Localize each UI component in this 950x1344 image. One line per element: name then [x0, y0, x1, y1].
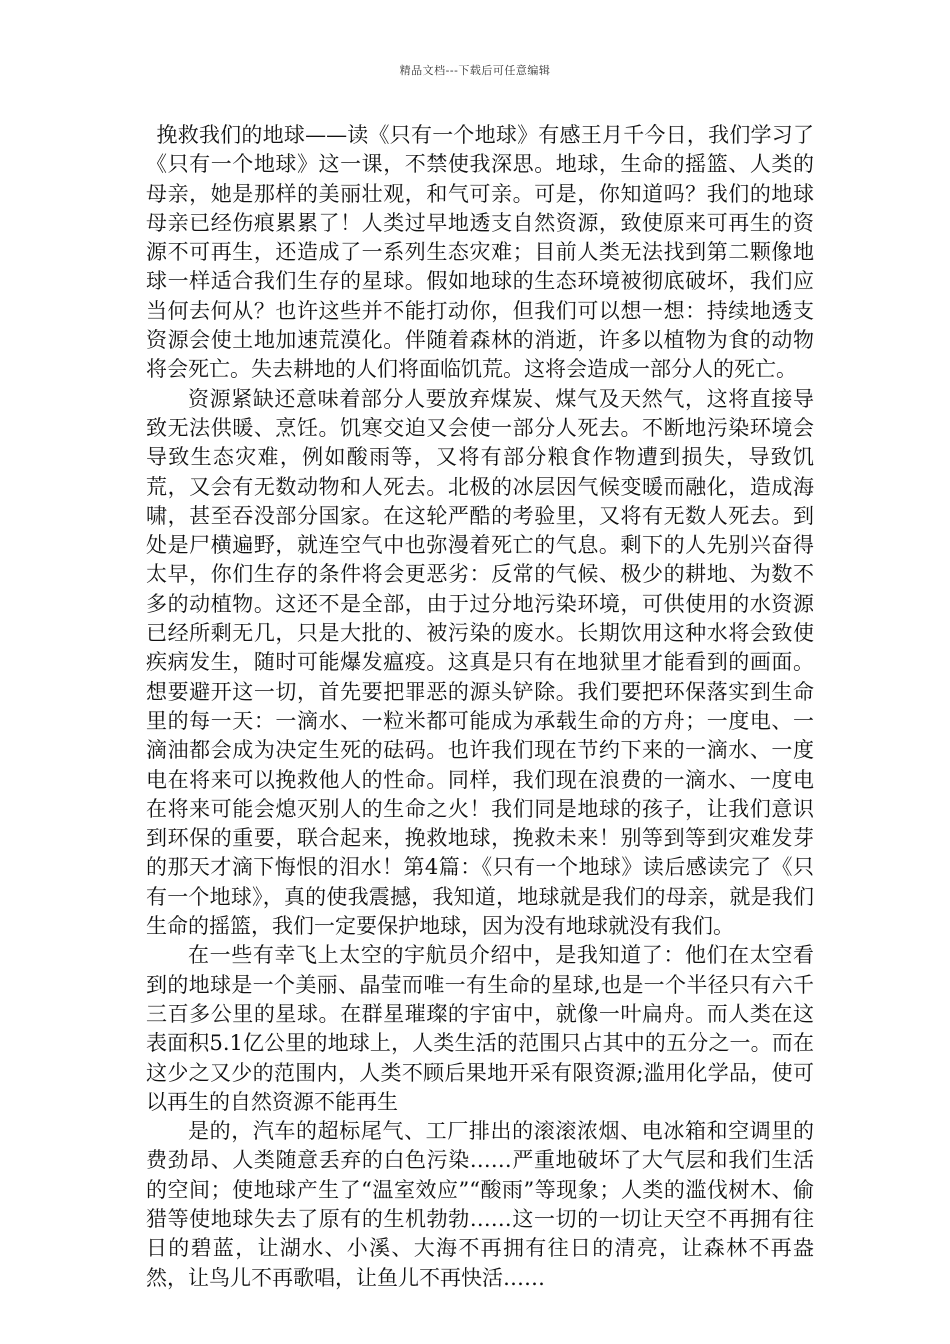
- paragraph-3: 在一些有幸飞上太空的宇航员介绍中，是我知道了：他们在太空看到的地球是一个美丽、晶莹而唯一有生命的星球,也是一个半径只有六千三百多公里的星球。在群星璀璨的宇宙中，就像一叶扁舟。而人类在这表面积5.1亿公里的地球上，人类生活的范围只占其中的五分之一。而在这少之又少的范围内，人类不顾后果地开采有限资源;滥用化学品，使可以再生的自然资源不能再生: [146, 943, 814, 1114]
- paragraph-2: 资源紧缺还意味着部分人要放弃煤炭、煤气及天然气，这将直接导致无法供暖、烹饪。饥寒交迫又会使一部分人死去。不断地污染环境会导致生态灾难，例如酸雨等，又将有部分粮食作物遭到损失，导致饥荒，又会有无数动物和人死去。北极的冰层因气候变暖而融化，造成海啸，甚至吞没部分国家。在这轮严酷的考验里，又将有无数人死去。到处是尸横遍野，就连空气中也弥漫着死亡的气息。剩下的人先别兴奋得太早，你们生存的条件将会更恶劣：反常的气候、极少的耕地、为数不多的动植物。这还不是全部，由于过分地污染环境，可供使用的水资源已经所剩无几，只是大批的、被污染的废水。长期饮用这种水将会致使疾病发生，随时可能爆发瘟疫。这真是只有在地狱里才能看到的画面。想要避开这一切，首先要把罪恶的源头铲除。我们要把环保落实到生命里的每一天：一滴水、一粒米都可能成为承载生命的方舟；一度电、一滴油都会成为决定生死的砝码。也许我们现在节约下来的一滴水、一度电在将来可以挽救他人的性命。同样，我们现在浪费的一滴水、一度电在将来可能会熄灭别人的生命之火！我们同是地球的孩子，让我们意识到环保的重要，联合起来，挽救地球，挽救未来！别等到等到灾难发芽的那天才滴下悔恨的泪水！第4篇：《只有一个地球》读后感读完了《只有一个地球》，真的使我震撼，我知道，地球就是我们的母亲，就是我们生命的摇篮，我们一定要保护地球，因为没有地球就没有我们。: [146, 386, 814, 939]
- paragraph-1: 挽救我们的地球——读《只有一个地球》有感王月千今日，我们学习了《只有一个地球》这一课，不禁使我深思。地球，生命的摇篮、人类的母亲，她是那样的美丽壮观，和气可亲。可是，你知道吗？我们的地球母亲已经伤痕累累了！人类过早地透支自然资源，致使原来可再生的资源不可再生，还造成了一系列生态灾难；目前人类无法找到第二颗像地球一样适合我们生存的星球。假如地球的生态环境被彻底破坏，我们应当何去何从？也许这些并不能打动你，但我们可以想一想：持续地透支资源会使土地加速荒漠化。伴随着森林的消逝，许多以植物为食的动物将会死亡。失去耕地的人们将面临饥荒。这将会造成一部分人的死亡。: [146, 123, 814, 382]
- document-body: [146, 121, 814, 1293]
- paragraph-4: 是的，汽车的超标尾气、工厂排出的滚滚浓烟、电冰箱和空调里的费劲昂、人类随意丢弃的白色污染……严重地破坏了大气层和我们生活的空间；使地球产生了“温室效应”“酸雨”等现象；人类的滥伐树木、偷猎等使地球失去了原有的生机勃勃……这一切的一切让天空不再拥有往日的碧蓝，让湖水、小溪、大海不再拥有往日的清亮，让森林不再盎然，让鸟儿不再歌唱，让鱼儿不再快活……: [146, 1119, 814, 1290]
- page-header: 精品文档---下载后可任意编辑: [399, 64, 551, 77]
